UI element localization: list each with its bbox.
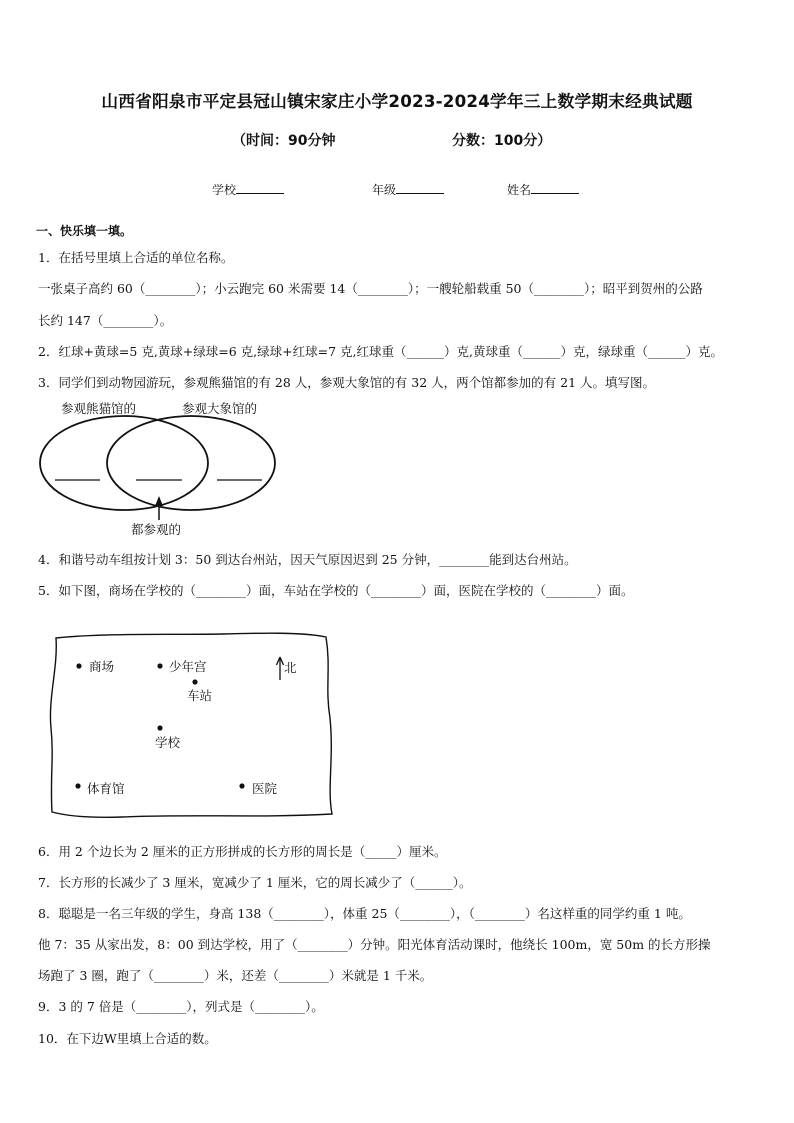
- map-label-north: 北: [284, 660, 297, 675]
- exam-score: 分数：100分）: [452, 133, 552, 149]
- question-8-line-2: 他 7：35 从家出发，8：00 到达学校，用了（________）分钟。阳光体育活动课时，他绕长 100m，宽 50m 的长方形操: [38, 937, 711, 952]
- question-6: 6．用 2 个边长为 2 厘米的正方形拼成的长方形的周长是（_____）厘米。: [38, 844, 447, 859]
- question-8-line-3: 场跑了 3 圈，跑了（________）米，还差（________）米就是 1 千米。: [38, 968, 433, 983]
- question-1-line-1: 一张桌子高约 60（________）；小云跑完 60 米需要 14（________）；一艘轮船载重 50（________）；昭平到贺州的公路: [38, 281, 703, 296]
- venn-label-both: 都参观的: [131, 522, 182, 537]
- question-1-prompt: 1．在括号里填上合适的单位名称。: [38, 250, 234, 265]
- question-2: 2．红球+黄球=5 克,黄球+绿球=6 克,绿球+红球=7 克,红球重（______）克,黄球重（______）克，绿球重（______）克。: [38, 344, 723, 359]
- venn-circle-panda: [40, 416, 208, 510]
- station-marker: [192, 679, 197, 684]
- exam-time: （时间：90分钟: [232, 133, 336, 149]
- direction-map: [42, 628, 342, 822]
- map-label-hospital: 医院: [252, 781, 278, 796]
- section-heading: 一、快乐填一填。: [36, 224, 133, 238]
- school-blank: [236, 181, 284, 194]
- grade-field: [372, 181, 444, 198]
- grade-blank: [396, 181, 444, 194]
- name-field: [507, 181, 579, 198]
- map-label-gym: 体育馆: [87, 781, 125, 796]
- question-3: 3．同学们到动物园游玩，参观熊猫馆的有 28 人，参观大象馆的有 32 人，两个馆都参加的有 21 人。填写图。: [38, 375, 656, 390]
- map-label-mall: 商场: [89, 659, 115, 674]
- name-label: 姓名: [507, 183, 532, 197]
- school-field: [212, 181, 284, 198]
- page-title: 山西省阳泉市平定县冠山镇宋家庄小学2023-2024学年三上数学期末经典试题: [101, 91, 693, 111]
- school-marker: [157, 725, 162, 730]
- grade-label: 年级: [372, 183, 397, 197]
- venn-label-panda: 参观熊猫馆的: [61, 401, 137, 416]
- map-label-school: 学校: [155, 735, 181, 750]
- hospital-marker: [239, 783, 244, 788]
- venn-diagram: [38, 396, 288, 546]
- venn-arrow-head-icon: [155, 496, 163, 506]
- question-9: 9．3 的 7 倍是（________），列式是（________）。: [38, 999, 324, 1014]
- venn-label-elephant: 参观大象馆的: [182, 401, 258, 416]
- question-5: 5．如下图，商场在学校的（________）面，车站在学校的（________）面，医院在学校的（________）面。: [38, 583, 634, 598]
- youth-palace-marker: [157, 663, 162, 668]
- question-7: 7．长方形的长减少了 3 厘米，宽减少了 1 厘米，它的周长减少了（______）。: [38, 875, 472, 890]
- map-label-youth-palace: 少年宫: [169, 659, 207, 674]
- map-label-station: 车站: [187, 688, 213, 703]
- question-10: 10．在下边W里填上合适的数。: [38, 1031, 217, 1046]
- name-blank: [531, 181, 579, 194]
- mall-marker: [76, 663, 81, 668]
- school-label: 学校: [212, 183, 237, 197]
- question-8-line-1: 8．聪聪是一名三年级的学生，身高 138（________），体重 25（________），（________）名这样重的同学约重 1 吨。: [38, 906, 691, 921]
- question-4: 4．和谐号动车组按计划 3：50 到达台州站，因天气原因迟到 25 分钟，________能到达台州站。: [38, 552, 577, 567]
- venn-circle-elephant: [107, 416, 275, 510]
- question-1-line-2: 长约 147（________）。: [38, 313, 173, 328]
- gym-marker: [75, 783, 80, 788]
